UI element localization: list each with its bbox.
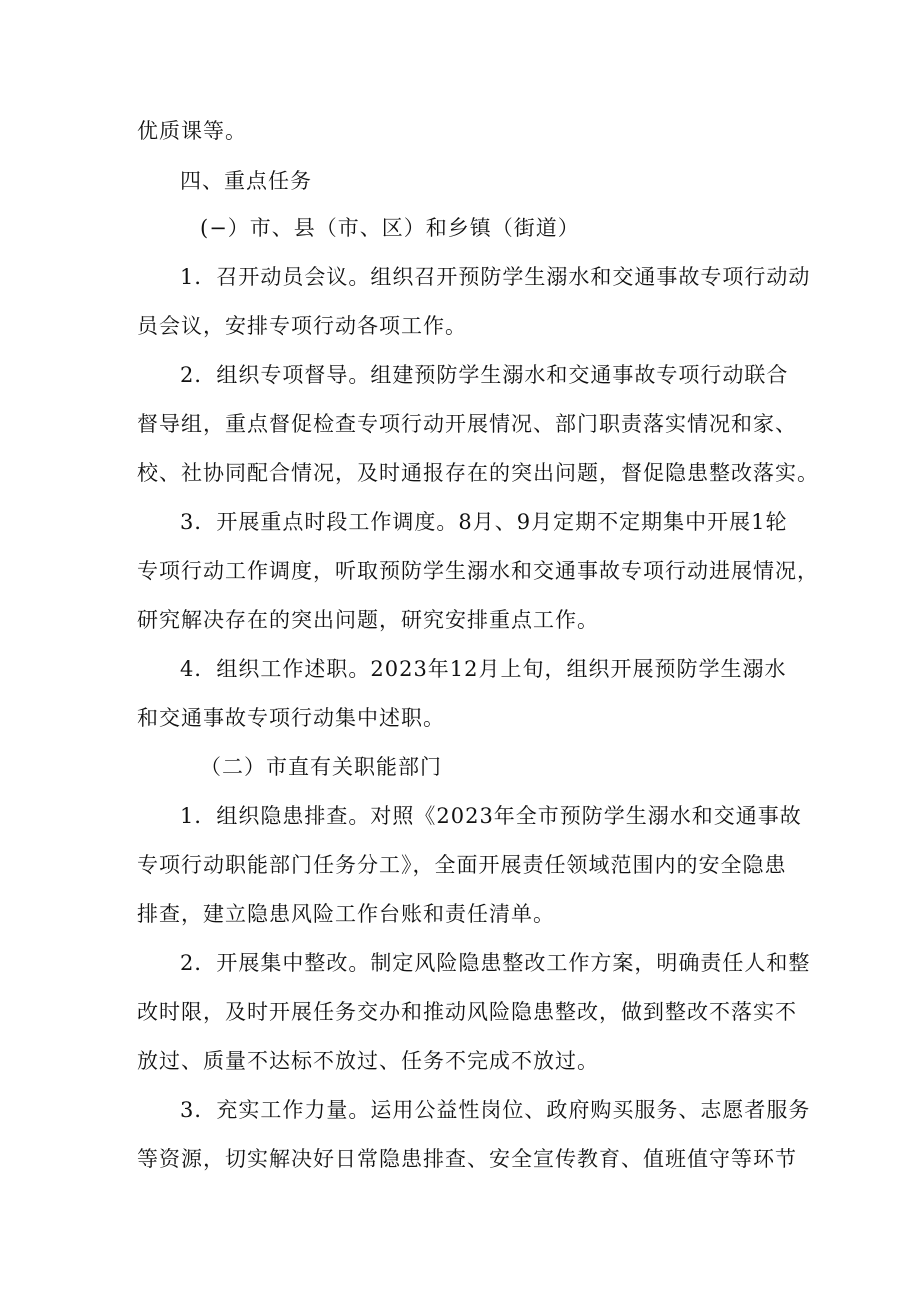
text-line: 校、社协同配合情况，及时通报存在的突出问题，督促隐患整改落实。 bbox=[137, 461, 819, 485]
text-line: 员会议，安排专项行动各项工作。 bbox=[137, 314, 467, 338]
text-line: 2．组织专项督导。组建预防学生溺水和交通事故专项行动联合 bbox=[180, 363, 789, 387]
text-line: 排查，建立隐患风险工作台账和责任清单。 bbox=[137, 902, 555, 926]
text-line: 专项行动职能部门任务分工》，全面开展责任领域范围内的安全隐患 bbox=[137, 853, 787, 877]
text-line: 改时限，及时开展任务交办和推动风险隐患整改，做到整改不落实不 bbox=[137, 1000, 797, 1024]
text-line: 优质课等。 bbox=[137, 119, 247, 143]
text-line: 1．召开动员会议。组织召开预防学生溺水和交通事故专项行动动 bbox=[180, 265, 811, 289]
text-line: 放过、质量不达标不放过、任务不完成不放过。 bbox=[137, 1049, 599, 1073]
text-line: 3．开展重点时段工作调度。8月、9月定期不定期集中开展1轮 bbox=[180, 510, 788, 534]
text-line: 研究解决存在的突出问题，研究安排重点工作。 bbox=[137, 608, 599, 632]
section-heading: 四、重点任务 bbox=[180, 169, 312, 193]
text-line: 4．组织工作述职。2023年12月上旬，组织开展预防学生溺水 bbox=[180, 657, 787, 681]
text-line: 等资源，切实解决好日常隐患排查、安全宣传教育、值班值守等环节 bbox=[137, 1147, 797, 1171]
subsection-heading: （二）市直有关职能部门 bbox=[200, 755, 442, 779]
text-line: 专项行动工作调度，听取预防学生溺水和交通事故专项行动进展情况， bbox=[137, 559, 819, 583]
subsection-heading: (−）市、县（市、区）和乡镇（街道） bbox=[200, 216, 580, 240]
text-line: 和交通事故专项行动集中述职。 bbox=[137, 706, 445, 730]
text-line: 2．开展集中整改。制定风险隐患整改工作方案，明确责任人和整 bbox=[180, 951, 811, 975]
text-line: 督导组，重点督促检查专项行动开展情况、部门职责落实情况和家、 bbox=[137, 412, 797, 436]
text-line: 3．充实工作力量。运用公益性岗位、政府购买服务、志愿者服务 bbox=[180, 1098, 811, 1122]
text-line: 1．组织隐患排查。对照《2023年全市预防学生溺水和交通事故 bbox=[180, 804, 802, 828]
